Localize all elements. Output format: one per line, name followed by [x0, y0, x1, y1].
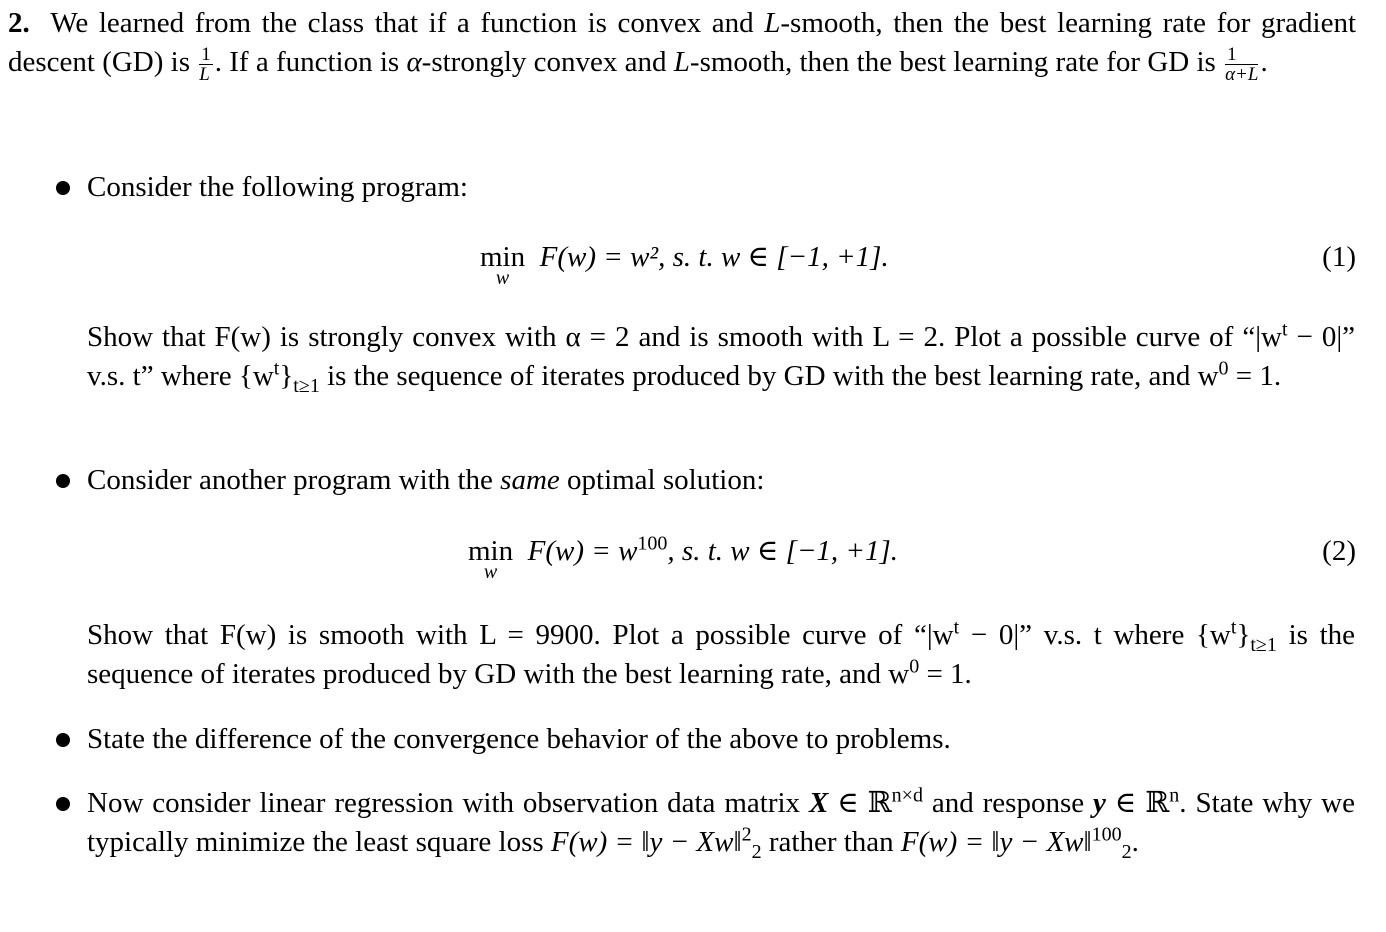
- para1-sub-t: t≥1: [293, 374, 320, 397]
- alt-loss-lhs: F(w) =: [900, 826, 985, 858]
- para1-text-c: − 0|” v.s. t” where {w: [87, 321, 1355, 392]
- para2-sup-0: 0: [909, 655, 920, 678]
- intro-alpha: α: [406, 46, 422, 78]
- in-R-2: ∈ ℝ: [1105, 787, 1170, 819]
- loss1-sub: 2: [751, 840, 762, 863]
- loss1-sup: 2: [741, 823, 752, 846]
- para1-sup-t2: t: [273, 357, 280, 380]
- bullet-4-text-1: Now consider linear regression with observation data matrix: [87, 787, 801, 819]
- intro-L-1: L: [764, 7, 781, 39]
- in-R-1: ∈ ℝ: [828, 787, 892, 819]
- frac1-numerator: 1: [201, 43, 211, 65]
- sentence-end-1: .: [1179, 787, 1187, 819]
- para2-sub-t: t≥1: [1250, 633, 1277, 656]
- problem-intro: [8, 4, 1356, 84]
- equation-2: [468, 532, 899, 583]
- bullet-dot-1: [56, 181, 70, 195]
- sentence-end-2: .: [1131, 826, 1139, 858]
- frac2-numerator: 1: [1225, 45, 1258, 65]
- intro-L-2: L: [673, 46, 690, 78]
- bullet-4-text-2: and response: [931, 787, 1085, 819]
- min-operator-2: min w: [468, 535, 514, 583]
- R-dim-nd: n×d: [891, 784, 923, 807]
- alt-loss-rhs: ‖y − Xw‖: [991, 826, 1092, 858]
- para1-line-a: Show that F(w) is strongly convex with α = 2 and is smooth with L = 2. Plot a possible curve of: [87, 321, 1234, 353]
- R-dim-n: n: [1169, 784, 1180, 807]
- vector-y: y: [1093, 787, 1106, 819]
- problem-number: 2.: [8, 7, 30, 39]
- intro-text-3: . If a function is: [214, 46, 400, 78]
- bullet-1-text: Consider the following program:: [87, 171, 468, 203]
- min-operator-1: min w: [480, 241, 526, 289]
- bullet-dot-3: [56, 733, 70, 747]
- bullet-3-text: State the difference of the convergence behavior of the above to problems.: [87, 723, 951, 755]
- equation-1: [480, 238, 889, 289]
- bullet-2-emphasis: same: [500, 464, 560, 496]
- para2-sup-t1: t: [953, 616, 960, 639]
- para1-text-e: is the sequence of iterates produced by GD with the best learning: [319, 360, 1084, 392]
- para1-brace: }: [279, 360, 294, 392]
- matrix-X: X: [808, 787, 829, 819]
- intro-text-1: We learned from the class that if a function is convex and: [50, 7, 754, 39]
- least-square-loss: F(w) = ‖y − Xw‖: [550, 826, 742, 858]
- bullet-dot-4: [56, 797, 70, 811]
- equation-1-body: F(w) = w², s. t. w ∈ [−1, +1].: [539, 241, 889, 273]
- bullet-2-pre: Consider another program with the: [87, 464, 493, 496]
- fraction-one-over-alpha-plus-L: [1225, 45, 1258, 84]
- para2-text-e: = 1.: [919, 658, 972, 690]
- intro-end: .: [1260, 46, 1268, 78]
- equation-2-label: (2): [1322, 535, 1356, 567]
- para2-text-a: Show that F(w) is smooth with L = 9900. Plot a possible curve of “|w: [87, 619, 954, 651]
- intro-text-2: -smooth, then the best learning rate for gradient descent (GD) is: [8, 7, 1356, 78]
- bullet-dot-2: [56, 474, 70, 488]
- equation-2-exponent: 100: [637, 532, 668, 555]
- loss2-sub: 2: [1121, 840, 1132, 863]
- para1-text-f: rate, and w: [1090, 360, 1219, 392]
- fraction-one-over-L: [199, 45, 213, 84]
- para2-sup-t2: t: [1230, 616, 1237, 639]
- bullet-1-paragraph: [87, 318, 1355, 396]
- para1-sup-0: 0: [1218, 357, 1229, 380]
- equation-2-body-b: , s. t. w ∈ [−1, +1].: [667, 535, 899, 567]
- bullet-4-text-4: rather than: [768, 826, 894, 858]
- equation-1-label: (1): [1322, 241, 1356, 273]
- para1-text-g: = 1.: [1228, 360, 1282, 392]
- bullet-4-text: [87, 784, 1355, 862]
- frac1-denominator: L: [199, 63, 210, 85]
- para2-brace: }: [1236, 619, 1251, 651]
- frac2-denominator: α+L: [1225, 63, 1259, 85]
- intro-text-4: -strongly convex and: [421, 46, 667, 78]
- para2-text-b: − 0|” v.s. t where {w: [959, 619, 1231, 651]
- intro-text-5: -smooth, then the best learning rate for GD is: [689, 46, 1216, 78]
- loss2-sup: 100: [1091, 823, 1122, 846]
- para1-sup-t1: t: [1281, 318, 1288, 341]
- para1-abs-open: “|w: [1242, 321, 1282, 353]
- equation-2-body-a: F(w) = w: [527, 535, 638, 567]
- bullet-2-post: optimal solution:: [567, 464, 765, 496]
- bullet-2-text: [87, 461, 1355, 500]
- bullet-4-text-3: State why we typically minimize the least square loss: [87, 787, 1355, 858]
- bullet-2-paragraph: [87, 616, 1355, 694]
- para2-text-d: is the sequence of iterates produced by GD with the best learning rate, and w: [87, 619, 1356, 690]
